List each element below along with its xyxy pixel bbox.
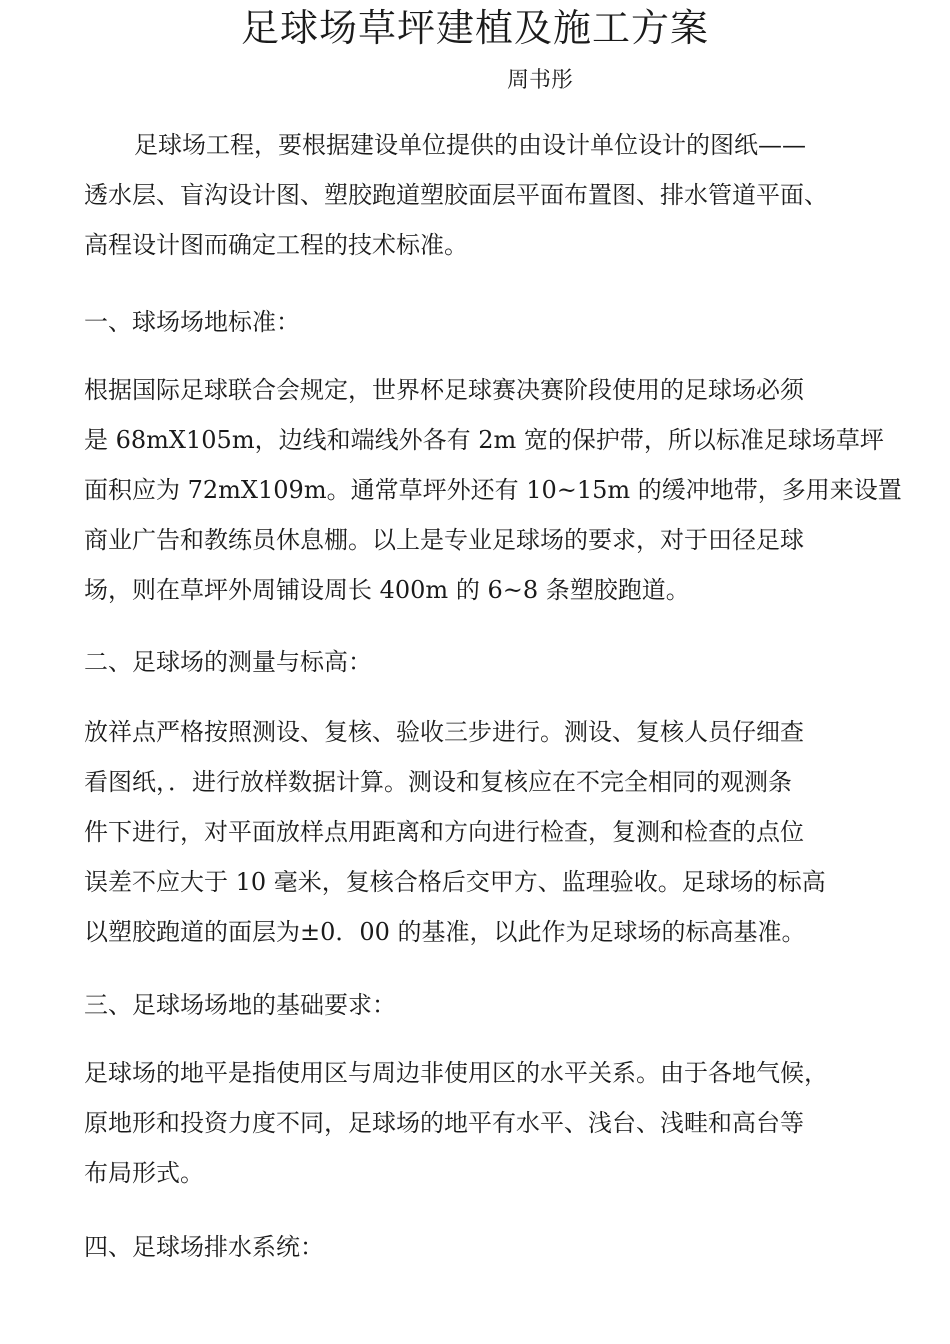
paragraph-line: 高程设计图而确定工程的技术标准。 <box>84 231 468 259</box>
section-heading-text: 三、足球场场地的基础要求： <box>84 991 396 1019</box>
paragraph-line: 根据国际足球联合会规定，世界杯足球赛决赛阶段使用的足球场必须 <box>84 376 804 404</box>
paragraph-line: 场，则在草坪外周铺设周长 400m 的 6~8 条塑胶跑道。 <box>84 576 690 604</box>
section-paragraph-1 <box>84 365 902 615</box>
paragraph-line: 误差不应大于 10 毫米，复核合格后交甲方、监理验收。足球场的标高 <box>84 868 826 896</box>
paragraph-line: 件下进行，对平面放样点用距离和方向进行检查，复测和检查的点位 <box>84 818 804 846</box>
paragraph-line: 足球场工程，要根据建设单位提供的由设计单位设计的图纸—— <box>134 131 806 159</box>
section-heading-2 <box>84 637 894 687</box>
paragraph-line: 透水层、盲沟设计图、塑胶跑道塑胶面层平面布置图、排水管道平面、 <box>84 181 828 209</box>
section-heading-text: 一、球场场地标准： <box>84 308 300 336</box>
document-title: 足球场草坪建植及施工方案 <box>240 6 709 50</box>
author-name: 周书彤 <box>506 68 573 93</box>
section-paragraph-2 <box>84 707 894 957</box>
paragraph-line: 足球场的地平是指使用区与周边非使用区的水平关系。由于各地气候， <box>84 1059 828 1087</box>
paragraph-line: 商业广告和教练员休息棚。以上是专业足球场的要求，对于田径足球 <box>84 526 804 554</box>
section-paragraph-3 <box>84 1048 894 1198</box>
paragraph-line: 放祥点严格按照测设、复核、验收三步进行。测设、复核人员仔细查 <box>84 718 804 746</box>
section-heading-1 <box>84 297 894 347</box>
paragraph-line: 以塑胶跑道的面层为±0．00 的基准，以此作为足球场的标高基准。 <box>84 918 806 946</box>
section-heading-4 <box>84 1222 894 1272</box>
section-heading-3 <box>84 980 894 1030</box>
paragraph-line: 看图纸，．进行放样数据计算。测设和复核应在不完全相同的观测条 <box>84 768 792 796</box>
intro-paragraph <box>84 120 894 270</box>
paragraph-line: 布局形式。 <box>84 1159 204 1187</box>
section-heading-text: 四、足球场排水系统： <box>84 1233 324 1261</box>
paragraph-line: 原地形和投资力度不同，足球场的地平有水平、浅台、浅畦和高台等 <box>84 1109 804 1137</box>
paragraph-line: 是 68mX105m，边线和端线外各有 2m 宽的保护带，所以标准足球场草坪 <box>84 426 884 454</box>
section-heading-text: 二、足球场的测量与标高： <box>84 648 372 676</box>
paragraph-line: 面积应为 72mX109m。通常草坪外还有 10~15m 的缓冲地带，多用来设置 <box>84 476 902 504</box>
